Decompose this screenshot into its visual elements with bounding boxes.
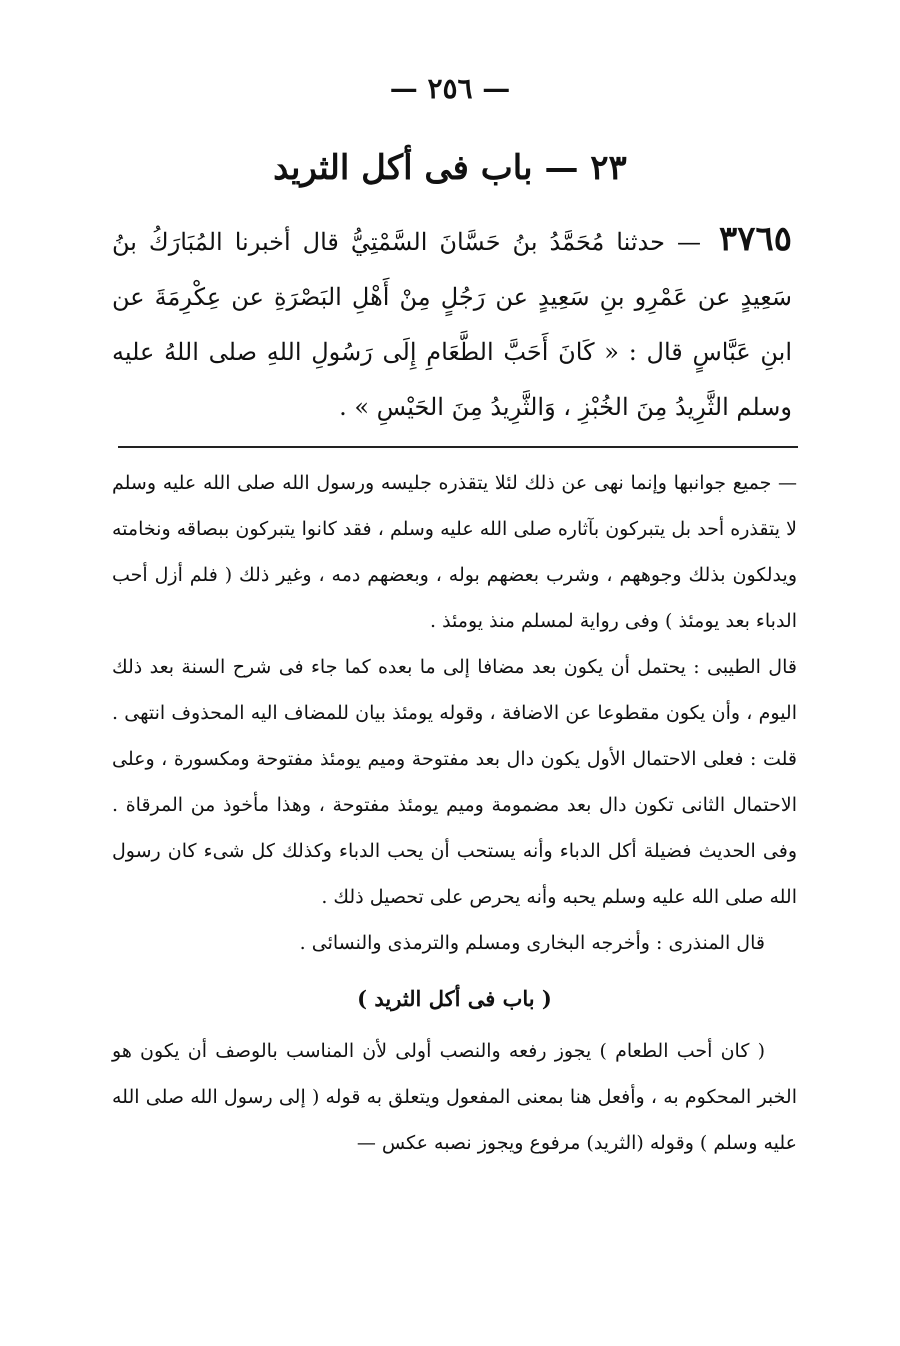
chapter-title-text: — باب فى أكل الثريد [273, 148, 579, 188]
chapter-heading [0, 148, 900, 188]
commentary-paragraph-3: قال المنذرى : وأخرجه البخارى ومسلم والترمذى والنسائى . [299, 932, 765, 954]
footnote-divider [118, 446, 798, 448]
commentary-sub-heading: ( باب فى أكل الثريد ) [357, 986, 552, 1011]
hadith-text: — حدثنا مُحَمَّدُ بنُ حَسَّانَ السَّمْتِيُّ قال أخبرنا المُبَارَكُ بنُ سَعِيدٍ عن عَمْرِو بنِ سَعِيدٍ عن رَجُلٍ مِنْ أَهْلِ البَصْرَةِ عن عِكْرِمَةَ عن ابنِ عَبَّاسٍ قال : « كَانَ أَحَبَّ الطَّعَامِ إِلَى رَسُولِ اللهِ صلى اللهُ عليه وسلم الثَّرِيدُ مِنَ الخُبْزِ ، وَالثَّرِيدُ مِنَ الحَيْسِ » . [112, 228, 792, 421]
commentary-paragraph-2: قال الطيبى : يحتمل أن يكون بعد مضافا إلى ما بعده كما جاء فى شرح السنة بعد ذلك اليوم ، وأن يكون مقطوعا عن الاضافة ، وقوله يومئذ بيان للمضاف اليه المحذوف انتهى . قلت : فعلى الاحتمال الأول يكون دال بعد مفتوحة وميم يومئذ مفتوحة ومكسورة ، وعلى الاحتمال الثانى تكون دال بعد مضمومة وميم يومئذ مفتوحة ، وهذا مأخوذ من المرقاة . وفى الحديث فضيلة أكل الدباء وأنه يستحب أن يحب الدباء وكذلك كل شىء كان رسول الله صلى الله عليه وسلم يحبه وأنه يحرص على تحصيل ذلك . [112, 656, 797, 908]
hadith-block [112, 212, 792, 435]
hadith-paragraph [112, 212, 792, 435]
hadith-number: ٣٧٦٥ [718, 219, 792, 259]
commentary-paragraph-4: ( كان أحب الطعام ) يجوز رفعه والنصب أولى لأن المناسب بالوصف أن يكون هو الخبر المحكوم به ، وأفعل هنا بمعنى المفعول ويتعلق به قوله ( إلى رسول الله صلى الله عليه وسلم ) وقوله (الثريد) مرفوع ويجوز نصبه عكس — [112, 1040, 797, 1154]
chapter-number: ٢٣ [590, 148, 627, 188]
commentary-block [112, 460, 797, 1166]
page-number: — ٢٥٦ — [389, 72, 511, 105]
commentary-paragraph-1: — جميع جوانبها وإنما نهى عن ذلك لئلا يتقذره جليسه ورسول الله صلى الله عليه وسلم لا يتقذره أحد بل يتبركون بآثاره صلى الله عليه وسلم ، فقد كانوا يتبركون ببصاقه ونخامته ويدلكون بذلك وجوههم ، وشرب بعضهم بوله ، وبعضهم دمه ، وغير ذلك ( فلم أزل أحب الدباء بعد يومئذ ) وفى رواية لمسلم منذ يومئذ . [112, 472, 797, 632]
